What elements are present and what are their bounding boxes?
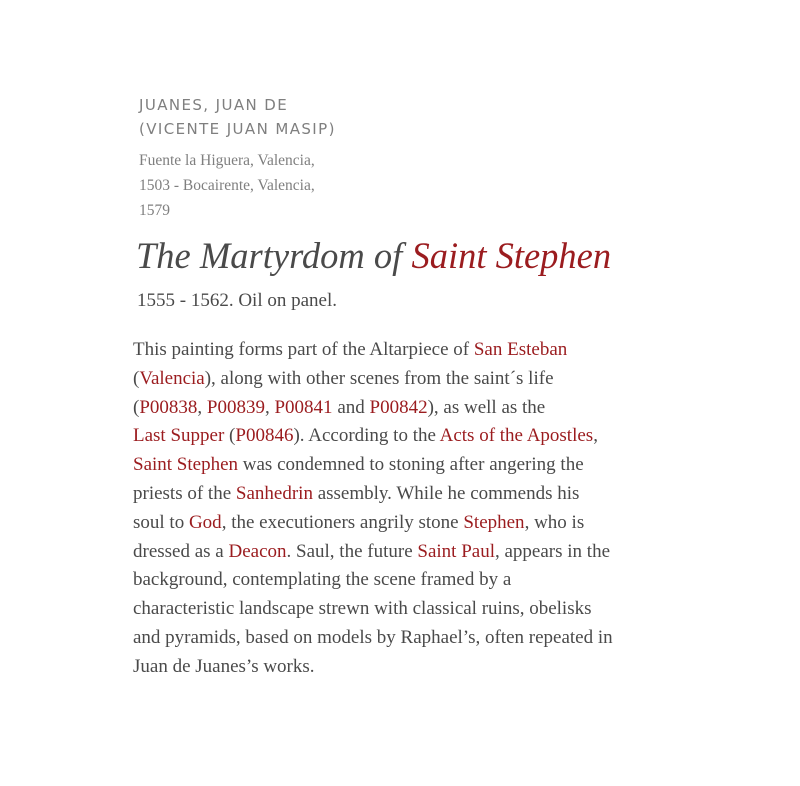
link-last-supper[interactable]: Last Supper bbox=[133, 425, 225, 447]
description-line bbox=[133, 336, 693, 365]
description-text: ), along with other scenes from the saint´s life bbox=[204, 367, 554, 389]
description-text: and bbox=[332, 396, 370, 418]
description-text: . Saul, the future bbox=[286, 540, 418, 562]
description-text: , the executioners angrily stone bbox=[221, 511, 464, 533]
artwork-title bbox=[136, 230, 611, 282]
description-line: characteristic landscape strewn with classical ruins, obelisks bbox=[133, 598, 592, 620]
description-text: dressed as a bbox=[133, 540, 229, 562]
link-p00846[interactable]: P00846 bbox=[235, 425, 294, 447]
link-sanhedrin[interactable]: Sanhedrin bbox=[235, 482, 313, 504]
link-acts-of-the-apostles[interactable]: Acts of the Apostles bbox=[439, 425, 594, 447]
link-saint-stephen[interactable]: Saint Stephen bbox=[133, 454, 239, 476]
link-god[interactable]: God bbox=[188, 511, 222, 533]
description-text: ), as well as the bbox=[427, 396, 546, 418]
artist-info bbox=[139, 93, 439, 223]
description-text: , bbox=[593, 425, 598, 447]
artist-bio-line: 1579 bbox=[139, 202, 170, 219]
description-text: assembly. While he commends his bbox=[312, 482, 580, 504]
description-text: was condemned to stoning after angering the bbox=[238, 454, 584, 476]
description-text: ). According to the bbox=[293, 425, 440, 447]
link-p00842[interactable]: P00842 bbox=[369, 396, 428, 418]
artwork-title-text: The Martyrdom of bbox=[136, 235, 412, 276]
description-line bbox=[133, 538, 693, 567]
description-text: , bbox=[264, 396, 275, 418]
description-text: ( bbox=[133, 396, 140, 418]
description-text: , appears in the bbox=[494, 540, 610, 562]
link-p00841[interactable]: P00841 bbox=[274, 396, 333, 418]
description-line: and pyramids, based on models by Raphael’s, often repeated in bbox=[133, 626, 613, 648]
description-line: background, contemplating the scene framed by a bbox=[133, 569, 512, 591]
description-text: soul to bbox=[133, 511, 189, 533]
artwork-title-saint-stephen-link[interactable]: Saint Stephen bbox=[411, 235, 612, 276]
link-p00839[interactable]: P00839 bbox=[206, 396, 265, 418]
link-deacon[interactable]: Deacon bbox=[228, 540, 287, 562]
description-line bbox=[133, 451, 693, 480]
description-line bbox=[133, 394, 693, 423]
artwork-date-medium: 1555 - 1562. Oil on panel. bbox=[137, 290, 338, 311]
artist-bio-line: Fuente la Higuera, Valencia, bbox=[139, 152, 315, 169]
artist-name: JUANES, JUAN DE (VICENTE JUAN MASIP) bbox=[139, 96, 336, 138]
link-valencia[interactable]: Valencia bbox=[139, 367, 205, 389]
description-text: , who is bbox=[524, 511, 585, 533]
artist-bio-line: 1503 - Bocairente, Valencia, bbox=[139, 177, 315, 194]
description-text: ( bbox=[224, 425, 236, 447]
description-text: This painting forms part of the Altarpiece of bbox=[133, 339, 474, 360]
description-text: , bbox=[197, 396, 207, 418]
link-p00838[interactable]: P00838 bbox=[139, 396, 198, 418]
artwork-description bbox=[133, 336, 693, 682]
description-text: ( bbox=[133, 367, 140, 389]
artist-bio bbox=[139, 148, 349, 223]
description-line: Juan de Juanes’s works. bbox=[133, 655, 315, 677]
link-saint-paul[interactable]: Saint Paul bbox=[417, 540, 495, 562]
description-text: priests of the bbox=[133, 482, 236, 504]
description-line bbox=[133, 509, 693, 538]
link-san-esteban[interactable]: San Esteban bbox=[473, 339, 568, 360]
description-line bbox=[133, 480, 693, 509]
description-line bbox=[133, 365, 693, 394]
link-stephen[interactable]: Stephen bbox=[463, 511, 525, 533]
description-line bbox=[133, 422, 693, 451]
